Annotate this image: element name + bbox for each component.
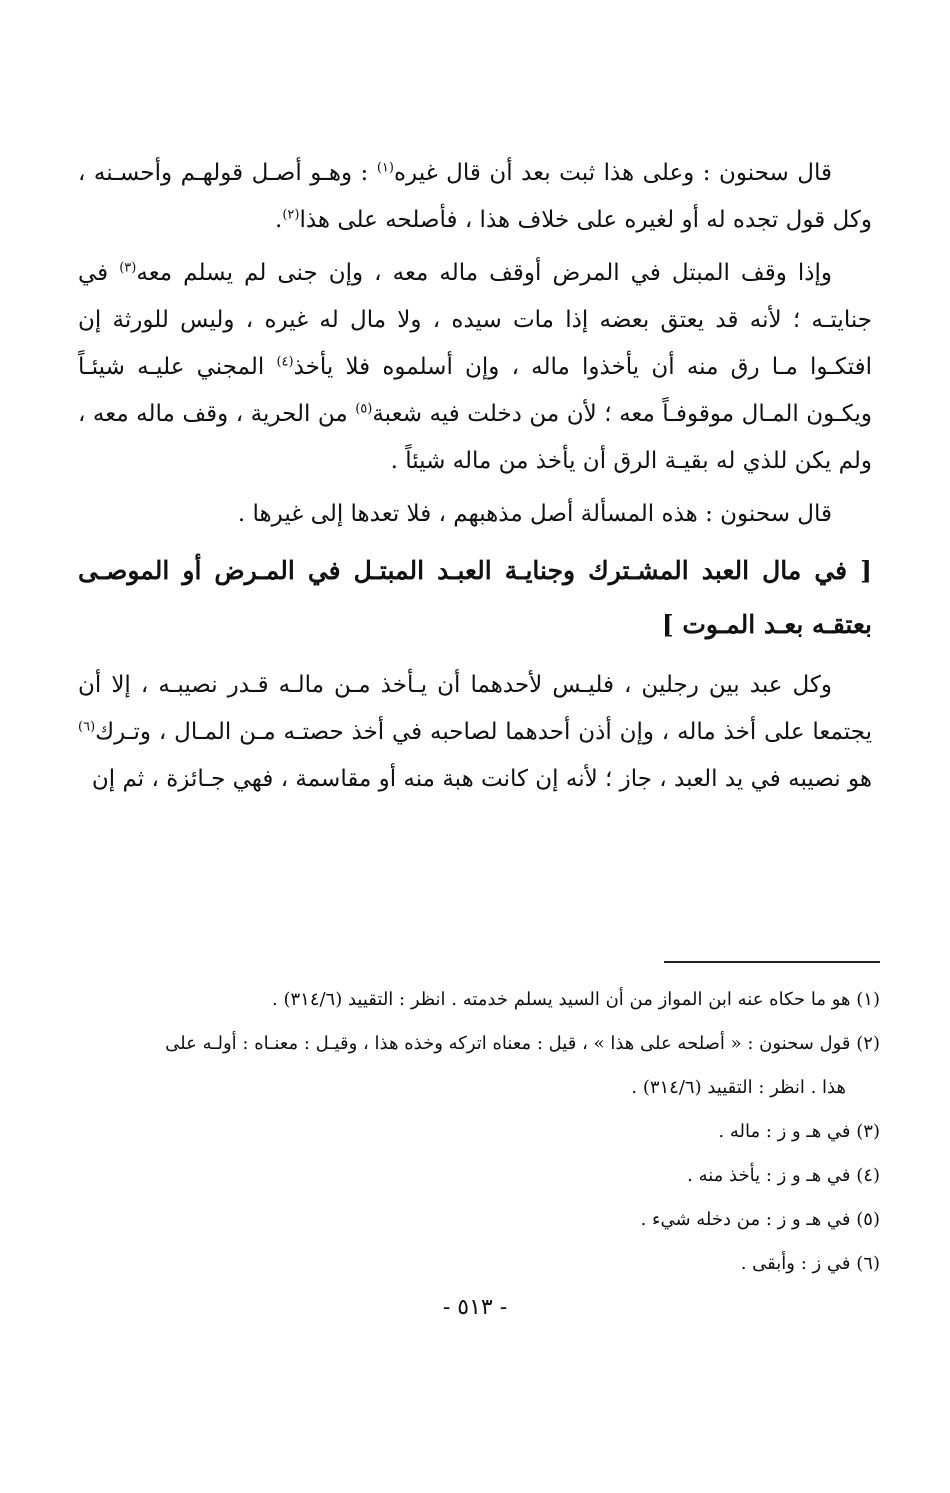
footnote-6: (٦) في ز : وأبقى .	[740, 1253, 880, 1274]
paragraph-4: وكل عبد بين رجلين ، فليـس لأحدهما أن يـأخذ مـن مالـه قـدر نصيبـه ، إلا أن يجتمعا على أخذ ماله ، وإن أذن أحدهما لصاحبه في أخذ حصتـه مـن المـال ، وتـرك$^{(٦)}$ هو نصيبه في يد العبد ، جاز ؛ لأنه إن كانت هبة منه أو مقاسمة ، فهي جـائزة ، ثم إن	[78, 672, 872, 792]
paragraph-2: وإذا وقف المبتل في المرض أوقف ماله معه ، وإن جنى لم يسلم معه$^{(٣)}$ في جنايتـه ؛ لأنه قد يعتق بعضه إذا مات سيده ، ولا مال له غيره ، وليس للورثة إن افتكـوا مـا رق منه أن يأخذوا ماله ، وإن أسلموه فلا يأخذ$^{(٤)}$ المجني عليـه شيئـاً ويكـون المـال موقوفـاً معه ؛ لأن من دخلت فيه شعبة$^{(٥)}$ من الحرية ، وقف ماله معه ، ولم يكن للذي له بقيـة الرق أن يأخذ من ماله شيئاً .	[78, 260, 873, 474]
footnote-5: (٥) في هـ و ز : من دخله شيء .	[640, 1209, 880, 1230]
page-number: - ٥١٣ -	[442, 1295, 508, 1320]
main-text	[78, 150, 872, 809]
paragraph-1: قال سحنون : وعلى هذا ثبت بعد أن قال غيره$^{(١)}$ : وهـو أصـل قولهـم وأحسـنه ، وكل قول تجده له أو لغيره على خلاف هذا ، فأصلحه على هذا$^{(٢)}$.	[78, 160, 872, 233]
footnote-3: (٣) في هـ و ز : ماله .	[718, 1121, 880, 1142]
footnotes	[72, 978, 880, 1286]
footnote-ref-6[interactable]: (٦)	[78, 719, 96, 735]
paragraph-3: قال سحنون : هذه المسألة أصل مذهبهم ، فلا تعدها إلى غيرها .	[237, 501, 832, 527]
section-heading: [ في مال العبد المشـترك وجنايـة العبـد المبتـل في المـرض أو الموصـى بعتقـه بعـد المـوت ]	[78, 556, 872, 639]
footnote-ref-2[interactable]: (٢)	[282, 207, 300, 223]
footnote-ref-4[interactable]: (٤)	[276, 354, 294, 370]
footnote-ref-3[interactable]: (٣)	[119, 260, 137, 276]
footnote-2-continuation: هذا . انظر : التقييد (٣١٤/٦) .	[631, 1077, 846, 1098]
footnote-1: (١) هو ما حكاه عنه ابن المواز من أن السيد يسلم خدمته . انظر : التقييد (٣١٤/٦) .	[272, 989, 880, 1010]
footnote-ref-1[interactable]: (١)	[376, 160, 394, 176]
footnote-divider	[664, 961, 880, 963]
footnote-2: (٢) قول سحنون : « أصلحه على هذا » ، قيل : معناه اتركه وخذه هذا ، وقيـل : معنـاه : أولـه على	[165, 1033, 880, 1054]
footnote-ref-5[interactable]: (٥)	[355, 401, 373, 417]
footnote-4: (٤) في هـ و ز : يأخذ منه .	[687, 1165, 880, 1186]
